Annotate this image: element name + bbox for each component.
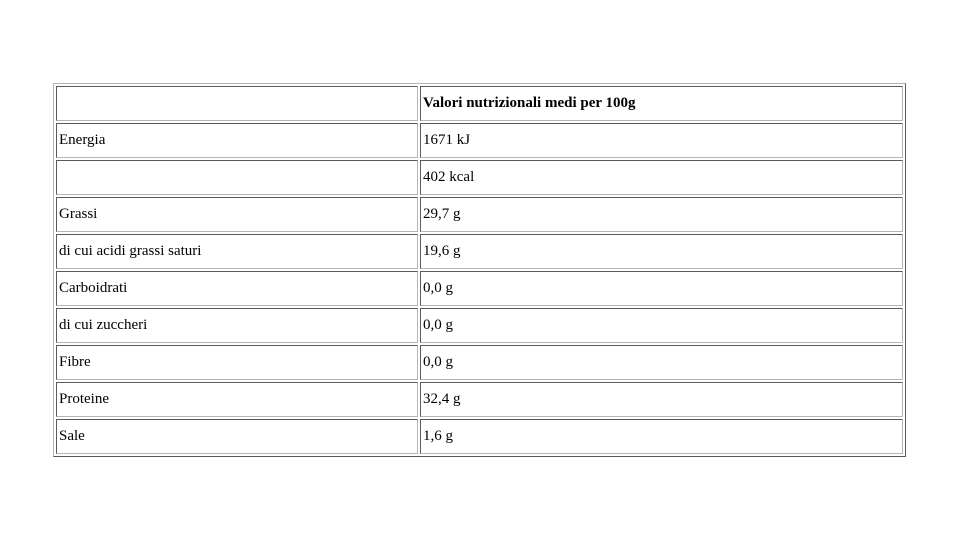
nutrient-value: 19,6 g xyxy=(420,234,903,269)
nutrient-label: Carboidrati xyxy=(56,271,418,306)
table-row xyxy=(56,160,903,195)
nutrient-label: Fibre xyxy=(56,345,418,380)
nutrient-label: di cui acidi grassi saturi xyxy=(56,234,418,269)
nutrient-value: 1,6 g xyxy=(420,419,903,454)
nutrient-label: Proteine xyxy=(56,382,418,417)
nutrient-value: 0,0 g xyxy=(420,308,903,343)
nutrient-label: Energia xyxy=(56,123,418,158)
nutrient-value: 29,7 g xyxy=(420,197,903,232)
nutrient-value: 402 kcal xyxy=(420,160,903,195)
nutrient-label xyxy=(56,160,418,195)
nutrient-label: Grassi xyxy=(56,197,418,232)
nutrient-label: di cui zuccheri xyxy=(56,308,418,343)
table-row xyxy=(56,197,903,232)
table-row xyxy=(56,382,903,417)
table-row xyxy=(56,345,903,380)
table-header-row xyxy=(56,86,903,121)
nutrient-value: 0,0 g xyxy=(420,271,903,306)
table-row xyxy=(56,123,903,158)
header-value-cell: Valori nutrizionali medi per 100g xyxy=(420,86,903,121)
nutrition-table xyxy=(53,83,906,457)
header-label-cell xyxy=(56,86,418,121)
nutrient-value: 1671 kJ xyxy=(420,123,903,158)
table-row xyxy=(56,234,903,269)
nutrient-label: Sale xyxy=(56,419,418,454)
table-row xyxy=(56,419,903,454)
nutrient-value: 0,0 g xyxy=(420,345,903,380)
table-row xyxy=(56,271,903,306)
table-row xyxy=(56,308,903,343)
nutrient-value: 32,4 g xyxy=(420,382,903,417)
